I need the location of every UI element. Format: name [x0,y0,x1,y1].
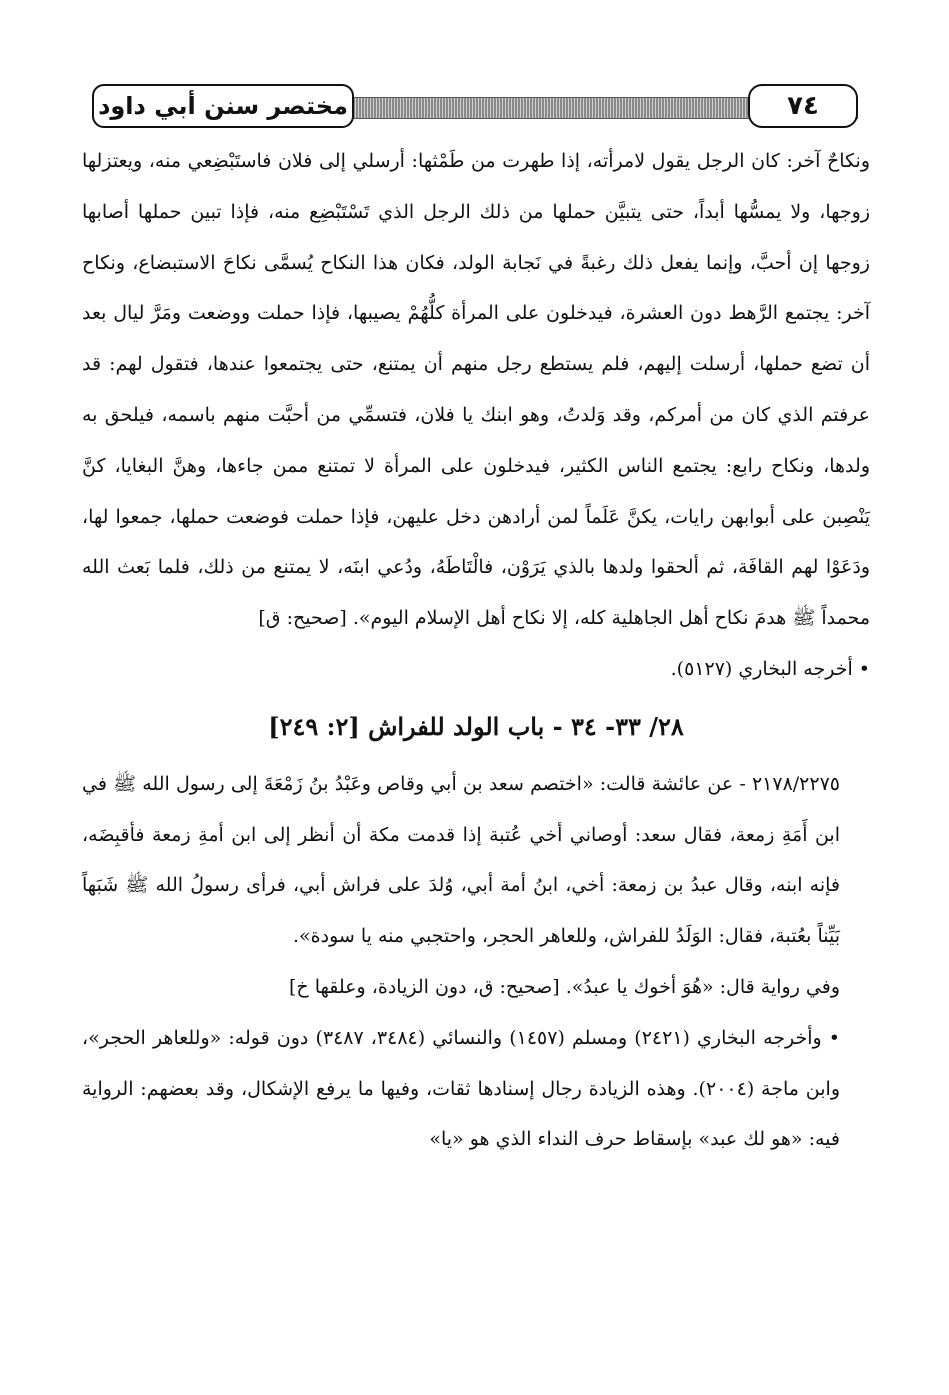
takhrij-commentary: • وأخرجه البخاري (٢٤٢١) ومسلم (١٤٥٧) والنسائي (٣٤٨٤، ٣٤٨٧) دون قوله: «وللعاهر الحجر»، وابن ماجة (٢٠٠٤). وهذه الزيادة رجال إسنادها ثقات، وفيها ما يرفع الإشكال، وقد بعضهم: الرواية فيه: «هو لك عبد» بإسقاط حرف النداء الذي هو «يا» [82,1013,870,1165]
book-title-box [92,84,354,128]
takhrij-note: • أخرجه البخاري (٥١٢٧). [82,644,870,695]
page-body [82,136,870,1165]
book-title: مختصر سنن أبي داود [98,92,348,120]
hadith-continuation-paragraph: ونكاحٌ آخر: كان الرجل يقول لامرأته، إذا طهرت من طَمْثها: أرسلي إلى فلان فاستَبْضِعي منه، ويعتزلها زوجها، ولا يمسُّها أبداً، حتى يتبيَّن حملها من ذلك الرجل الذي تَسْتَبْضِع منه، فإذا تبين حملها أصابها زوجها إن أحبَّ، وإنما يفعل ذلك رغبةً في نَجابة الولد، فكان هذا النكاح يُسمَّى نكاحَ الاستبضاع، ونكاح آخر: يجتمع الرَّهط دون العشرة، فيدخلون على المرأة كلُّهُمْ يصيبها، فإذا حملت ووضعت ومَرَّ ليال بعد أن تضع حملها، أرسلت إليهم، فلم يستطع رجل منهم أن يمتنع، حتى يجتمعوا عندها، فتقول لهم: قد عرفتم الذي كان من أمركم، وقد وَلدتُ، وهو ابنك يا فلان، فتسمِّي من أحبَّت منهم باسمه، فيلحق به ولدها، ونكاح رابع: يجتمع الناس الكثير، فيدخلون على المرأة لا تمتنع ممن جاءها، وهنَّ البغايا، كنَّ يَنْصِبن على أبوابهن رايات، يكنَّ عَلَماً لمن أرادهن دخل عليهن، فإذا حملت فوضعت حملها، جمعوا لها، ودَعَوْا لهم القافَة، ثم ألحقوا ولدها بالذي يَرَوْن، فالْتَاطَهُ، ودُعي ابنَه، لا يمتنع من ذلك، فلما بَعث الله محمداً ﷺ هدمَ نكاح أهل الجاهلية كله، إلا نكاح أهل الإسلام اليوم». [صحيح: ق] [82,150,870,630]
page-number-box [748,84,858,128]
page-header [92,84,858,130]
page-number: ٧٤ [787,91,819,121]
hadith-paragraph: ٢١٧٨/٢٢٧٥ - عن عائشة قالت: «اختصم سعد بن أبي وقاص وعَبْدُ بنُ زَمْعَةَ إلى رسول الله ﷺ في ابن أَمَةِ زمعة، فقال سعد: أوصاني أخي عُتبة إذا قدمت مكة أن أنظر إلى ابن أمةِ زمعة فأقبِضَه، فإنه ابنه، وقال عبدُ بن زمعة: أخي، ابنُ أمة أبي، وُلدَ على فراش أبي، فرأى رسولُ الله ﷺ شَبَهاً بَيِّناً بعُتبة، فقال: الوَلَدُ للفراش، وللعاهر الحجر، واحتجبي منه يا سودة». [82,772,840,948]
riwaya-paragraph: وفي رواية قال: «هُوَ أخوك يا عبدُ». [صحيح: ق، دون الزيادة، وعلقها خ] [289,975,840,998]
chapter-heading: ٢٨/ ٣٣- ٣٤ - باب الولد للفراش [٢: ٢٤٩] [268,711,684,741]
